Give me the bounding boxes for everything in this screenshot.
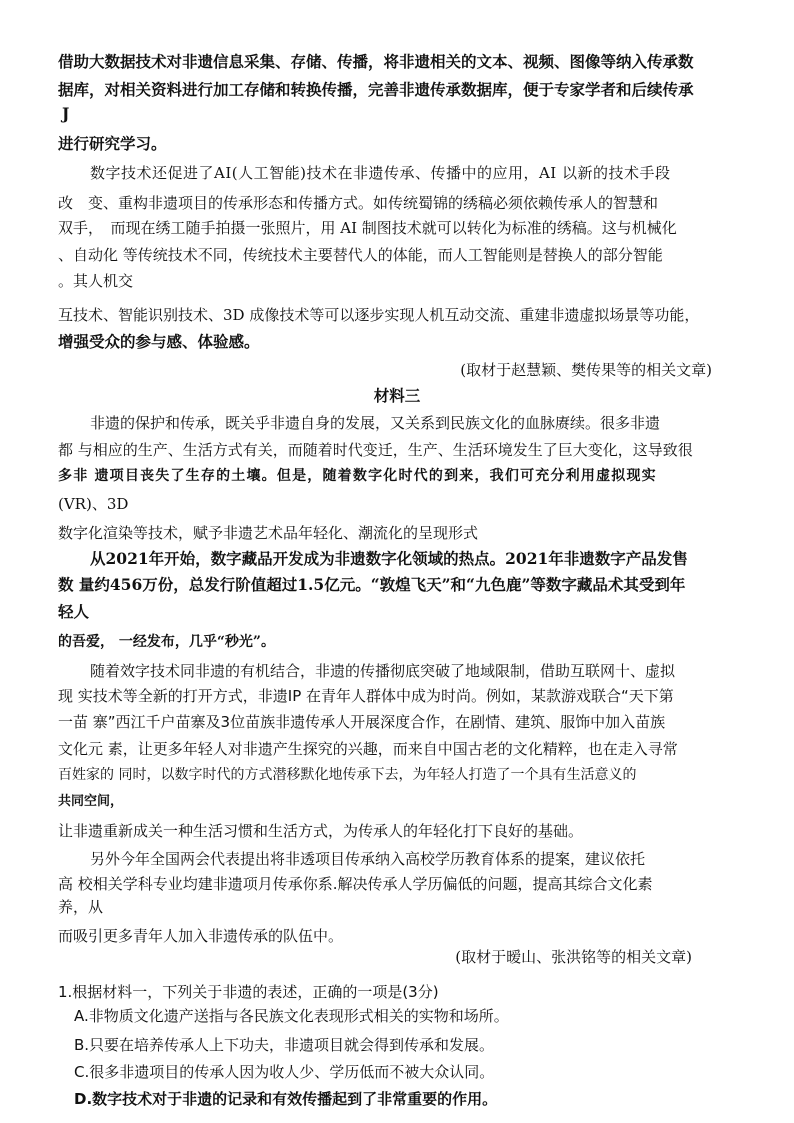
text-line: 文化元 素，让更多年轻人对非遗产生探究的兴趣，而来自中国古老的文化精粹，也在走入寻常	[58, 740, 678, 758]
text-line: 轻人	[58, 602, 90, 621]
text-line: 非遗的保护和传承，既关乎非遗自身的发展，又关系到民族文化的血脉赓续。很多非遗	[90, 414, 661, 432]
text-line: 共同空间，	[58, 794, 124, 809]
text-line: 让非遗重新成关一种生活习惯和生活方式，为传承人的年轻化打下良好的基础。	[58, 822, 584, 840]
text-line: 现 实技术等全新的打开方式，非遗IP 在青年人群体中成为时尚。例如，某款游戏联合“天下第	[58, 687, 674, 705]
text-line: 改 变、重构非遗项目的传承形态和传播方式。如传统蜀锦的绣稿必须依赖传承人的智慧和	[58, 194, 659, 212]
text-line: 随着效字技术同非遗的有机结合，非遗的传播彻底突破了地域限制，借助互联网十、虚拟	[90, 662, 676, 680]
text-line: J	[62, 104, 70, 123]
text-line: 高 校相关学科专业均建非遗项月传承你系.解决传承人学历偏低的问题，提高其综合文化素	[58, 875, 653, 893]
text-line: 进行研究学习。	[58, 134, 167, 153]
section-title: 材料三	[373, 386, 421, 405]
option-d: D.数字技术对于非遗的记录和有效传播起到了非常重要的作用。	[74, 1090, 498, 1108]
source-note: (取材于赵慧颖、樊传果等的相关文章)	[460, 361, 712, 379]
option-b: B.只要在培养传承人上下功夫，非遗项目就会得到传承和发展。	[74, 1036, 495, 1054]
text-line: 百姓家的 同时，以数字时代的方式潜移默化地传承下去，为年轻人打造了一个具有生活意义的	[58, 767, 637, 783]
text-line: 从2021年开始，数字藏品开发成为非遗数字化领域的热点。2021年非遗数字产品发售	[90, 549, 688, 568]
text-line: 据库，对相关资料进行加工存储和转换传播，完善非遗传承数据库，便于专家学者和后续传承	[58, 80, 694, 99]
source-note: (取材于暧山、张洪铭等的相关文章)	[455, 948, 692, 966]
text-line: 数字化渲染等技术，赋予非遗艺术品年轻化、潮流化的呈现形式	[58, 524, 479, 542]
text-line: 增强受众的参与感、体验感。	[58, 332, 260, 351]
question-stem: 1.根据材料一，下列关于非遗的表述，正确的一项是(3分)	[58, 983, 439, 1001]
text-line: 双手， 而现在绣工随手拍摄一张照片，用 AI 制图技术就可以转化为标准的绣稿。这与机械化	[58, 219, 677, 237]
text-line: 的吾爱， 一经发布，几乎“秒光”。	[58, 634, 275, 650]
text-line: 数 量约456万份，总发行阶值超过1.5亿元。“敦煌飞天”和“九色鹿”等数字藏品术其受到年	[58, 575, 686, 594]
text-line: 、自动化 等传统技术不同，传统技术主要替代人的体能，而人工智能则是替换人的部分智能	[58, 246, 663, 264]
text-line: 借助大数据技术对非遗信息采集、存储、传播，将非遗相关的文本、视频、图像等纳入传承数	[58, 52, 694, 71]
text-line: 养，从	[58, 898, 104, 916]
text-line: 而吸引更多青年人加入非遗传承的队伍中。	[58, 927, 344, 945]
text-line: 都 与相应的生产、生活方式有关，而随着时代变迁，生产、生活环境发生了巨大变化，这导致很	[58, 441, 693, 459]
option-c: C.很多非遗项目的传承人因为收人少、学历低而不被大众认同。	[74, 1063, 495, 1081]
text-line: 互技术、智能识别技术、3D 成像技术等可以逐步实现人机互动交流、重建非遗虚拟场景等功能，	[58, 306, 700, 324]
text-line: 。其人机交	[58, 272, 134, 290]
text-line: 另外今年全国两会代表提出将非透项目传承纳入高校学历教育体系的提案，建议依托	[90, 850, 646, 868]
text-line: 多非 遗项目丧失了生存的土壤。但是，随着数字化时代的到来，我们可充分利用虚拟现实	[58, 468, 657, 484]
text-line: (VR)、3D	[58, 495, 129, 513]
text-line: 数字技术还促进了AI(人工智能)技术在非遗传承、传播中的应用，AI 以新的技术手段	[90, 164, 671, 182]
text-line: 一苗 寨”西江千户苗寨及3位苗族非遗传承人开展深度合作，在剧情、建筑、服饰中加入苗族	[58, 713, 666, 731]
option-a: A.非物质文化遗产送指与各民族文化表现形式相关的实物和场所。	[74, 1007, 509, 1025]
